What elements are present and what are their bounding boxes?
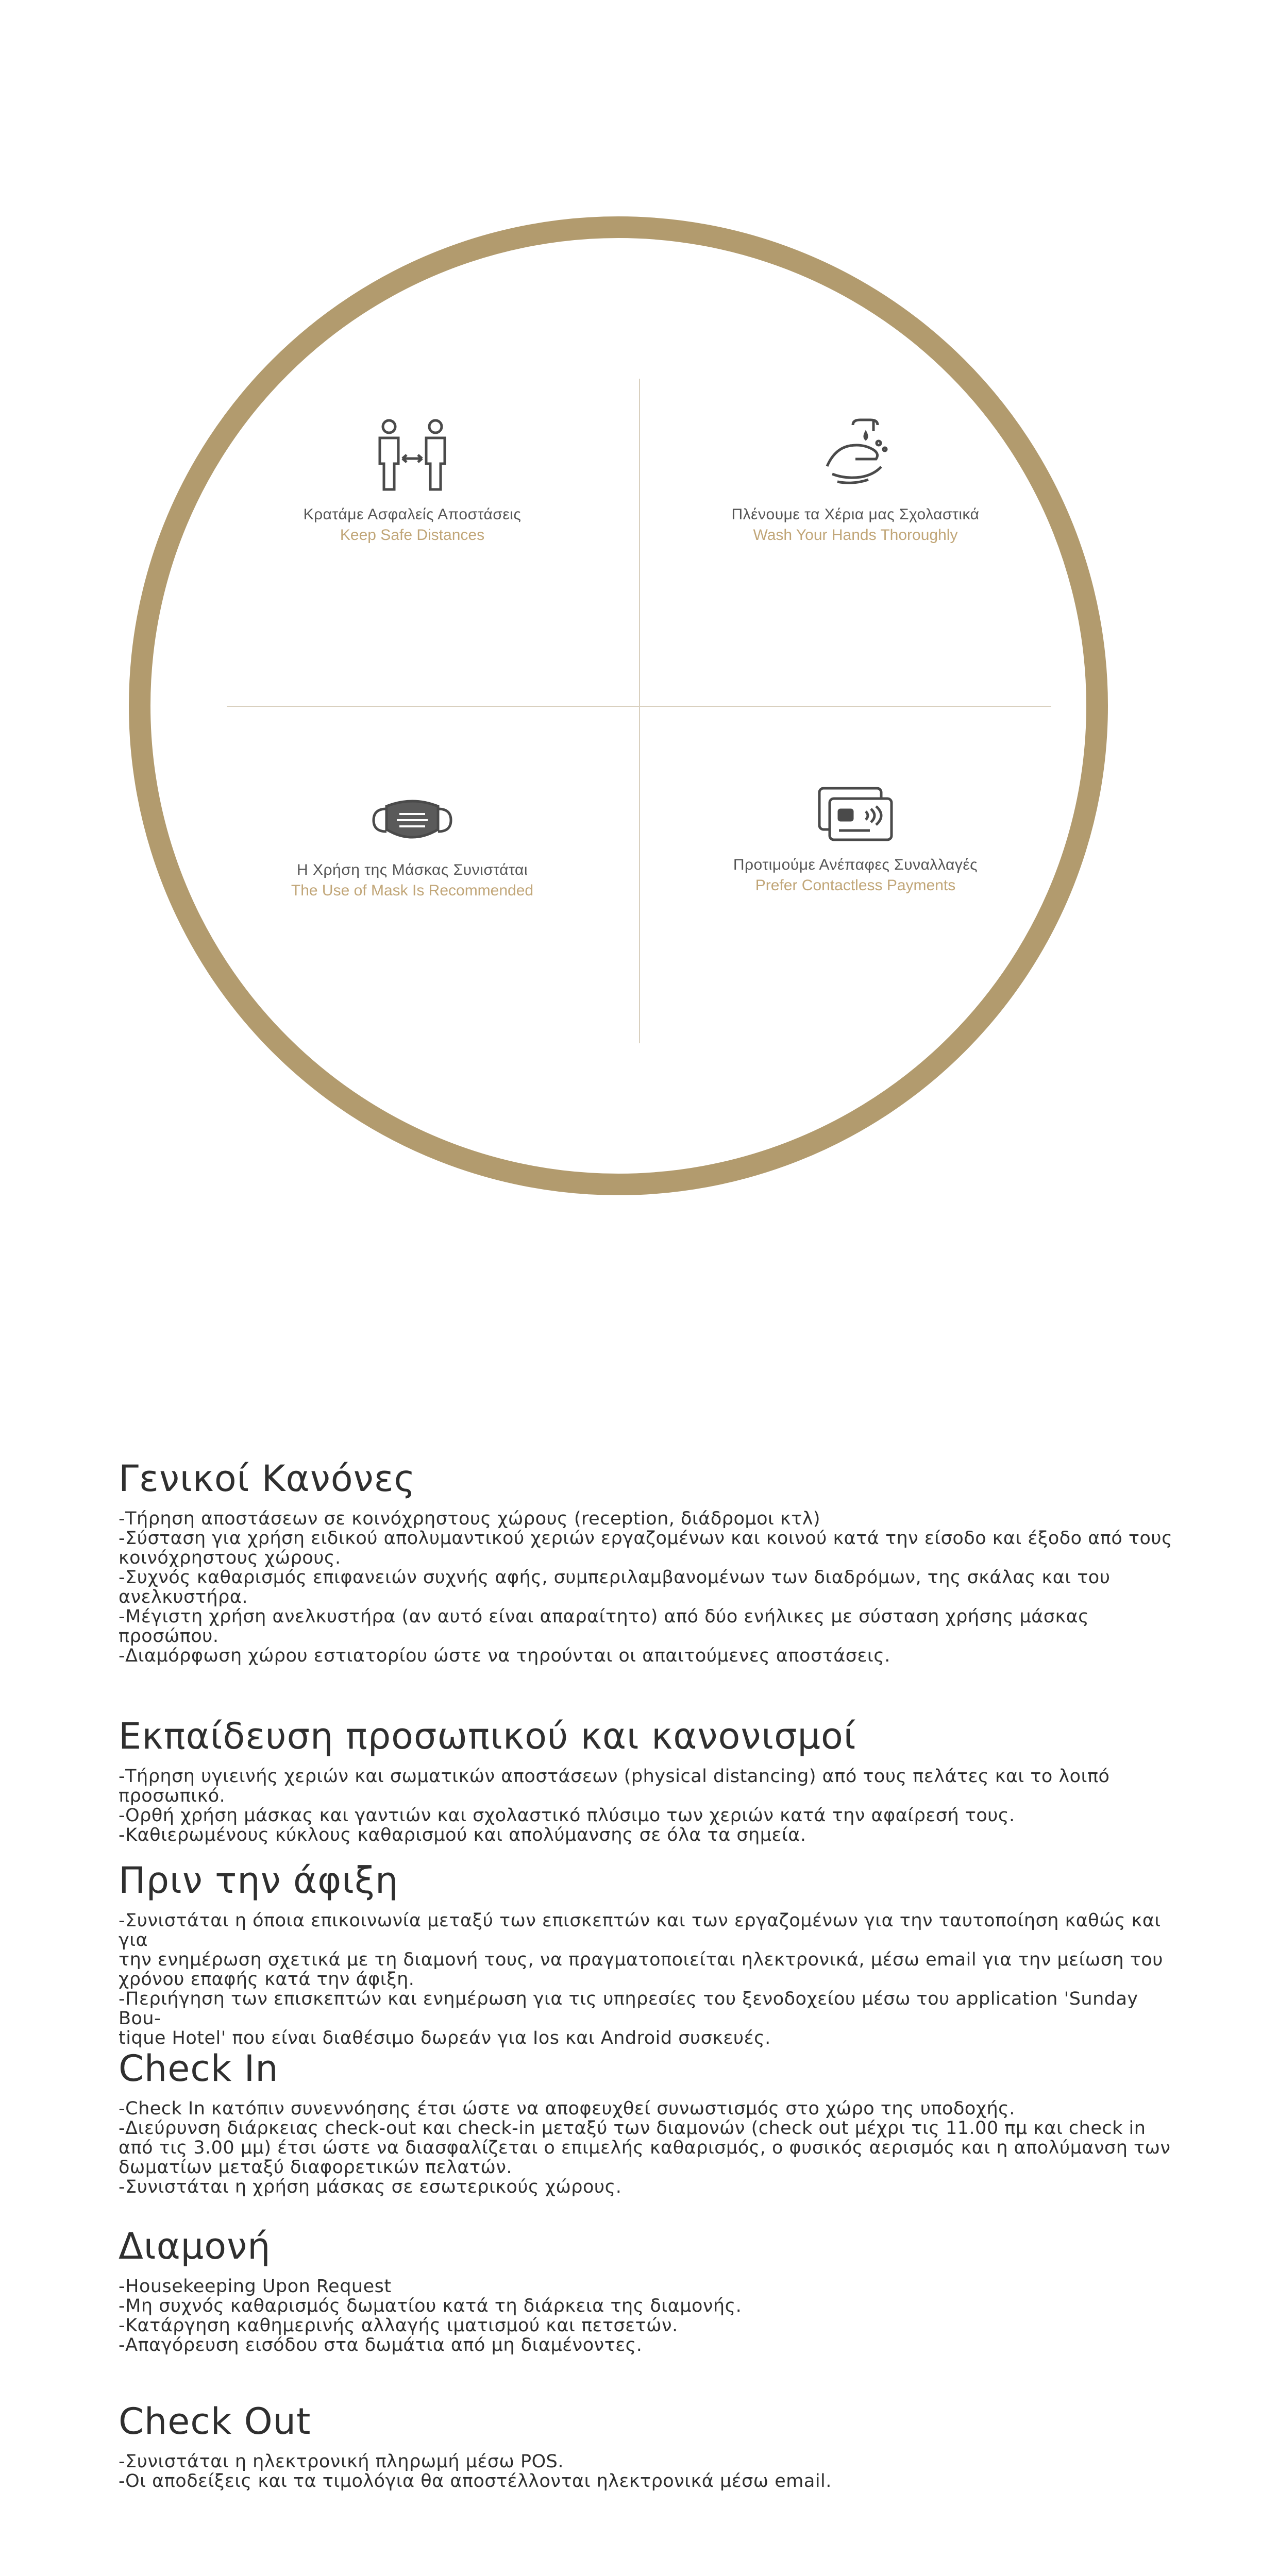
section-title: Check Out [119, 2400, 311, 2443]
quadrant-mask [216, 793, 608, 900]
section-checkin-gr [119, 2048, 1175, 2197]
section-line: ανελκυστήρα. [119, 1586, 248, 1607]
section-line: -Κατάργηση καθημερινής αλλαγής ιματισμού και πετσετών. [119, 2315, 678, 2336]
quadrant-sublabel: The Use of Mask Is Recommended [291, 882, 534, 899]
section-lines [119, 2099, 1175, 2197]
section-title: Διαμονή [119, 2225, 271, 2267]
quadrant-wash-hands [660, 417, 1051, 544]
quadrant-sublabel: Keep Safe Distances [340, 527, 485, 544]
quadrant-label: Πλένουμε τα Χέρια μας Σχολαστικά [731, 506, 980, 523]
section-line: -Διεύρυνση διάρκειας check-out και check-in μεταξύ των διαμονών (check out μέχρι τις 11.00 πμ και check in [119, 2117, 1146, 2139]
section-line: -Τήρηση αποστάσεων σε κοινόχρηστους χώρους (reception, διάδρομοι κτλ) [119, 1508, 821, 1529]
quadrant-label: Η Χρήση της Μάσκας Συνιστάται [296, 861, 528, 878]
section-line: tique Hotel' που είναι διαθέσιμο δωρεάν για Ios και Android συσκευές. [119, 2027, 771, 2048]
section-line: -Διαμόρφωση χώρου εστιατορίου ώστε να τηρούνται οι απαιτούμενες αποστάσεις. [119, 1645, 890, 1666]
two-people-distance-icon [368, 417, 456, 495]
section-general-rules [119, 1458, 1175, 1666]
quadrant-contactless [660, 783, 1051, 894]
section-line: -Μέγιστη χρήση ανελκυστήρα (αν αυτό είναι απαραίτητο) από δύο ενήλικες με σύσταση χρήσης μάσκας [119, 1606, 1089, 1627]
section-line: -Συνιστάται η όποια επικοινωνία μεταξύ των επισκεπτών και των εργαζομένων για την ταυτοποίηση καθώς και για [119, 1910, 1161, 1951]
contactless-card-icon [814, 783, 897, 845]
section-line: -Περιήγηση των επισκεπτών και ενημέρωση για τις υπηρεσίες του ξενοδοχείου μέσω του application 'Sunday Bou- [119, 1988, 1138, 2029]
section-line: την ενημέρωση σχετικά με τη διαμονή τους, να πραγματοποιείται ηλεκτρονικά, μέσω email για την μείωση του [119, 1949, 1163, 1970]
vertical-divider [639, 379, 640, 1043]
section-line: -Συνιστάται η ηλεκτρονική πληρωμή μέσω POS. [119, 2451, 564, 2472]
section-lines [119, 1767, 1175, 1845]
section-line: χρόνου επαφής κατά την άφιξη. [119, 1969, 415, 1990]
section-lines [119, 1911, 1175, 2048]
section-line: -Μη συχνός καθαρισμός δωματίου κατά τη διάρκεια της διαμονής. [119, 2295, 742, 2316]
quadrant-sublabel: Wash Your Hands Thoroughly [753, 527, 958, 544]
section-line: -Συχνός καθαρισμός επιφανειών συχνής αφής, συμπεριλαμβανομένων των διαδρόμων, της σκάλας και του [119, 1567, 1111, 1588]
section-line: -Απαγόρευση εισόδου στα δωμάτια από μη διαμένοντες. [119, 2334, 643, 2355]
safety-infographic [0, 0, 1278, 1236]
section-line: -Τήρηση υγιεινής χεριών και σωματικών αποστάσεων (physical distancing) από τους πελάτες και το λοιπό [119, 1766, 1110, 1787]
quadrant-label: Κρατάμε Ασφαλείς Αποστάσεις [303, 506, 522, 523]
section-staff-training-gr [119, 1716, 1175, 1845]
section-lines [119, 2452, 1175, 2491]
quadrant-label: Προτιμούμε Ανέπαφες Συναλλαγές [733, 856, 978, 873]
section-checkout-gr [119, 2401, 1175, 2491]
section-lines [119, 2277, 1175, 2355]
section-line: κοινόχρηστους χώρους. [119, 1547, 341, 1568]
section-title: Γενικοί Κανόνες [119, 1458, 416, 1500]
section-before-arrival-gr [119, 1860, 1175, 2048]
quadrant-safe-distances [216, 417, 608, 544]
quadrant-sublabel: Prefer Contactless Payments [755, 877, 956, 894]
section-line: -Καθιερωμένους κύκλους καθαρισμού και απολύμανσης σε όλα τα σημεία. [119, 1824, 806, 1845]
section-line: -Σύσταση για χρήση ειδικού απολυμαντικού χεριών εργαζομένων και κοινού κατά την είσοδο και έξοδο από τους [119, 1528, 1173, 1549]
section-line: -Συνιστάται η χρήση μάσκας σε εσωτερικούς χώρους. [119, 2176, 622, 2197]
section-line: -Ορθή χρήση μάσκας και γαντιών και σχολαστικό πλύσιμο των χεριών κατά την αφαίρεσή τους. [119, 1805, 1015, 1826]
section-line: -Check In κατόπιν συνεννόησης έτσι ώστε να αποφευχθεί συνωστισμός στο χώρο της υποδοχής. [119, 2098, 1015, 2119]
section-line: από τις 3.00 μμ) έτσι ώστε να διασφαλίζεται ο επιμελής καθαρισμός, ο φυσικός αερισμός και η απολύμανση των [119, 2137, 1171, 2158]
section-stay-gr [119, 2226, 1175, 2355]
section-lines [119, 1509, 1175, 1666]
horizontal-divider [227, 706, 1051, 707]
section-title: Εκπαίδευση προσωπικού και κανονισμοί [119, 1715, 856, 1757]
section-line: -Housekeeping Upon Request [119, 2276, 392, 2297]
section-line: προσωπικό. [119, 1785, 226, 1806]
hand-wash-icon [817, 417, 894, 495]
section-title: Πριν την άφιξη [119, 1859, 399, 1902]
section-line: προσώπου. [119, 1625, 219, 1647]
section-title: Check In [119, 2047, 279, 2090]
face-mask-icon [368, 793, 456, 850]
section-line: -Οι αποδείξεις και τα τιμολόγια θα αποστέλλονται ηλεκτρονικά μέσω email. [119, 2470, 832, 2492]
section-line: δωματίων μεταξύ διαφορετικών πελατών. [119, 2157, 513, 2178]
